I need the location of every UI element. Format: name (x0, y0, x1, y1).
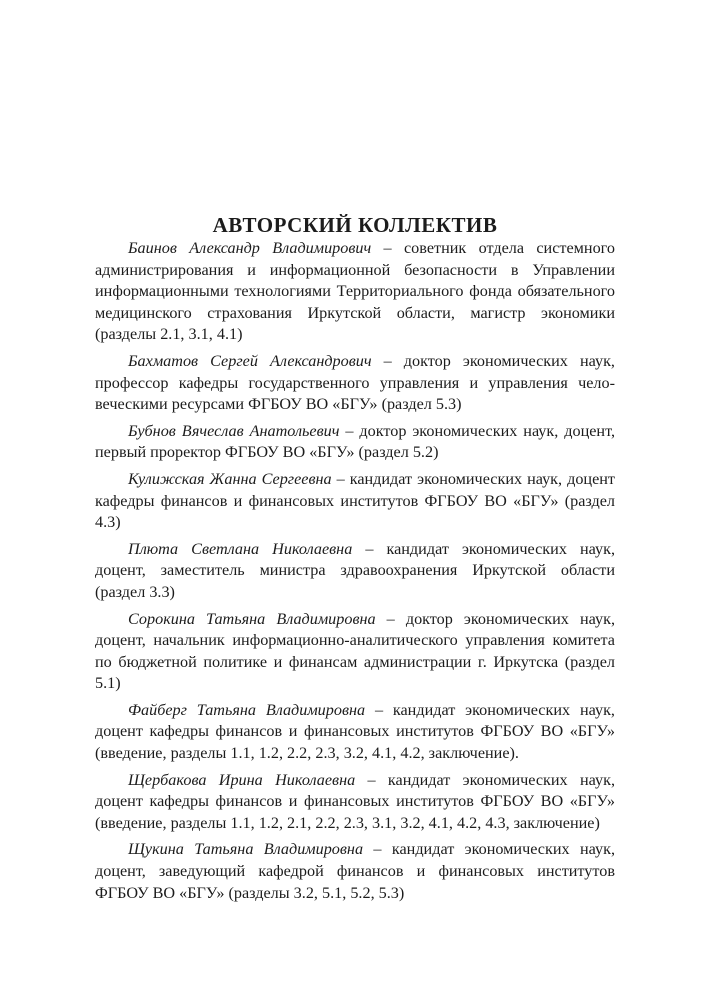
author-entry (95, 469, 615, 534)
author-name: Плюта Светлана Николаевна (128, 539, 353, 558)
author-entry (95, 839, 615, 904)
author-description: – кандидат экономических наук, доцент, заведующий кафедрой финансов и финансовых институтов ФГБОУ ВО «БГУ» (разделы 3.2, 5.1, 5.2, 5.3) (95, 840, 615, 902)
author-description: – доктор экономических наук, доцент, первый проректор ФГБОУ ВО «БГУ» (раздел 5.2) (95, 421, 615, 462)
author-name: Щукина Татьяна Владимировна (128, 840, 364, 859)
author-entry (95, 238, 615, 346)
author-entry (95, 351, 615, 416)
author-name: Бахматов Сергей Александрович (128, 351, 372, 370)
author-description: – кандидат экономических наук, доцент, заместитель министра здравоохранения Иркутской области (раздел 3.3) (95, 539, 615, 601)
document-page (95, 0, 615, 1000)
author-list (95, 238, 615, 909)
author-description: – доктор экономических наук, доцент, начальник информационно-аналитического управления комитета по бюджетной политике и финансам администрации г. Иркутска (раздел 5.1) (95, 609, 615, 693)
author-description: – кандидат экономических наук, доцент кафедры финансов и финансовых институтов ФГБОУ ВО «БГУ» (введение, разделы 1.1, 1.2, 2.2, 2.3, 3.2, 4.1, 4.2, заключение). (95, 700, 615, 763)
author-entry (95, 539, 615, 604)
author-name: Сорокина Татьяна Владимировна (128, 609, 376, 628)
author-name: Кулижская Жанна Сергеевна (128, 469, 332, 488)
author-entry (95, 609, 615, 695)
author-description: – кандидат экономических наук, доцент кафедры финансов и финансовых институтов ФГБОУ ВО «БГУ» (введение, разделы 1.1, 1.2, 2.1, 2.2, 2.3, 3.1, 3.2, 4.1, 4.2, 4.3, заключение) (95, 770, 615, 832)
author-description: – доктор экономических наук, профессор кафедры государственного управления и управления человеческими ресурсами ФГБОУ ВО «БГУ» (раздел 5.3) (95, 351, 615, 414)
author-name: Баинов Александр Владимирович (128, 239, 372, 257)
author-entry (95, 700, 615, 765)
author-name: Щербакова Ирина Николаевна (128, 770, 356, 789)
author-description: – кандидат экономических наук, доцент кафедры финансов и финансовых институтов ФГБОУ ВО «БГУ» (раздел 4.3) (95, 469, 615, 532)
author-name: Файберг Татьяна Владимировна (128, 700, 366, 719)
author-name: Бубнов Вячеслав Анатольевич (128, 421, 340, 440)
author-entry (95, 770, 615, 835)
page-title: АВТОРСКИЙ КОЛЛЕКТИВ (212, 213, 498, 238)
author-description: – советник отдела системного администрирования и информационной безопасности в Управлении информационными технологиями Территориального фонда обязательного медицинского страхования Иркутской области, магистр экономики (разделы 2.1, 3.1, 4.1) (95, 239, 615, 344)
author-entry (95, 421, 615, 464)
